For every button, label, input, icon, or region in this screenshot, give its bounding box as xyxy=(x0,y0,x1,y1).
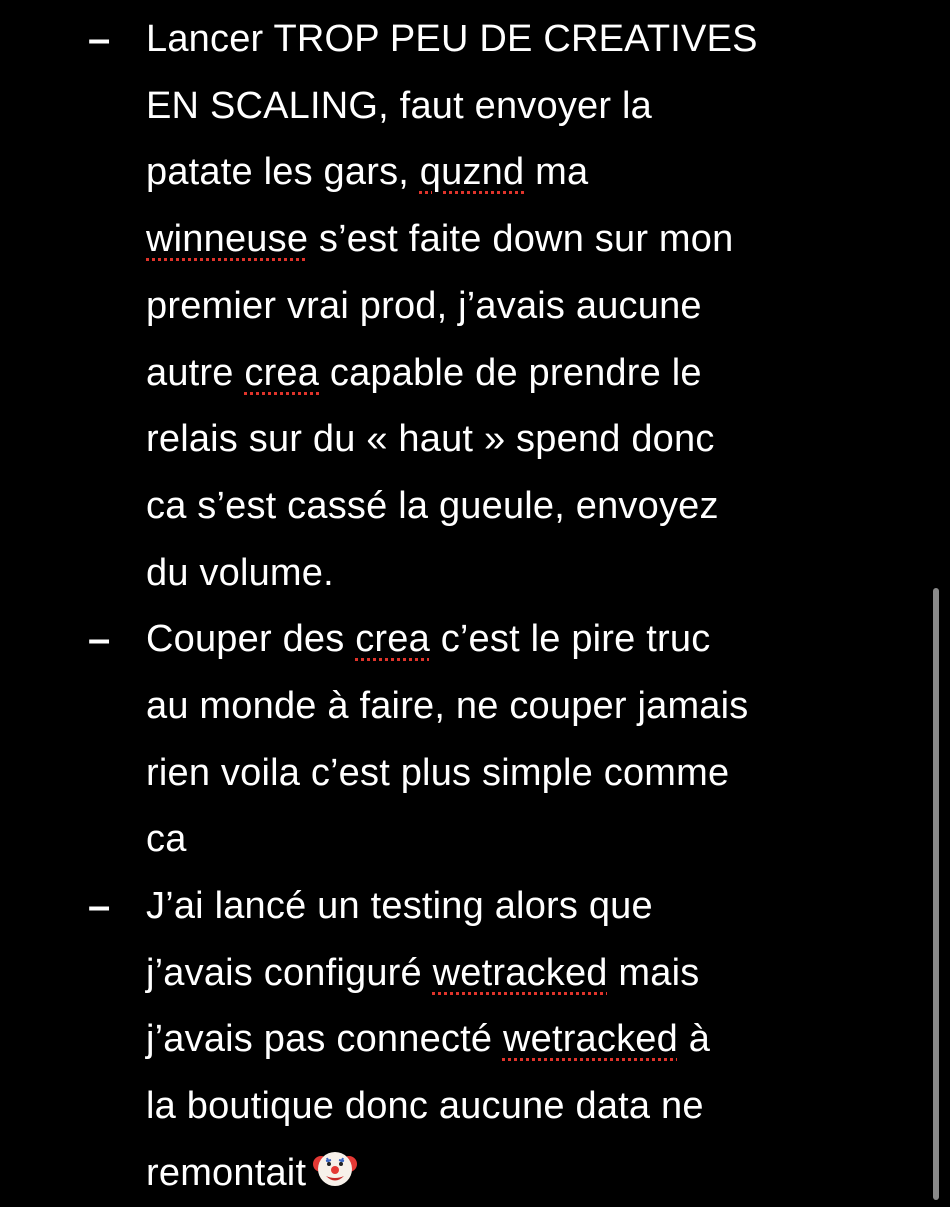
text-line xyxy=(146,673,748,740)
text-line xyxy=(146,1006,710,1073)
vertical-scrollbar[interactable] xyxy=(933,588,939,1200)
text-segment: s’est faite down sur mon xyxy=(308,218,734,261)
text-segment: remontait xyxy=(146,1151,307,1194)
bullet-item xyxy=(0,6,950,606)
misspelled-word: crea xyxy=(244,351,320,394)
misspelled-word: winneuse xyxy=(146,218,309,261)
text-segment: ma xyxy=(524,151,589,194)
text-line xyxy=(146,806,187,873)
text-line xyxy=(146,206,733,273)
text-segment: j’avais configuré xyxy=(146,951,433,994)
bullet-item xyxy=(0,873,950,1207)
text-line xyxy=(146,273,702,340)
text-line xyxy=(146,473,719,540)
text-line xyxy=(146,6,758,73)
text-line xyxy=(146,540,334,607)
text-segment: autre xyxy=(146,351,245,394)
text-line xyxy=(146,1073,704,1140)
clown-face-icon xyxy=(312,1145,358,1191)
text-segment: EN SCALING, faut envoyer la xyxy=(146,84,652,127)
text-line xyxy=(146,139,588,206)
text-segment: premier vrai prod, j’avais aucune xyxy=(146,284,702,327)
bullet-dash: – xyxy=(88,17,111,61)
text-segment: à xyxy=(677,1018,711,1061)
text-segment: la boutique donc aucune data ne xyxy=(146,1085,704,1128)
text-line xyxy=(146,1140,358,1207)
text-segment: ca s’est cassé la gueule, envoyez xyxy=(146,484,719,527)
text-segment: c’est le pire truc xyxy=(429,618,711,661)
bullet-item xyxy=(0,606,950,873)
misspelled-word: crea xyxy=(355,618,430,661)
text-segment: capable de prendre le xyxy=(319,351,702,394)
text-segment: j’avais pas connecté xyxy=(146,1018,503,1061)
text-line xyxy=(146,873,653,940)
text-line xyxy=(146,73,652,140)
text-line xyxy=(146,740,729,807)
text-segment: J’ai lancé un testing alors que xyxy=(146,885,653,928)
misspelled-word: wetracked xyxy=(432,951,608,994)
misspelled-word: quznd xyxy=(419,151,525,194)
text-segment: relais sur du « haut » spend donc xyxy=(146,418,715,461)
text-segment: patate les gars, xyxy=(146,151,420,194)
text-segment: rien voila c’est plus simple comme xyxy=(146,751,730,794)
text-segment: ca xyxy=(146,818,187,861)
text-segment: au monde à faire, ne couper jamais xyxy=(146,684,749,727)
text-line xyxy=(146,940,699,1007)
text-line xyxy=(146,606,710,673)
misspelled-word: wetracked xyxy=(502,1018,678,1061)
text-segment: du volume. xyxy=(146,551,334,594)
text-segment: Couper des xyxy=(146,618,356,661)
text-segment: Lancer TROP PEU DE CREATIVES xyxy=(146,18,758,60)
text-line xyxy=(146,340,702,407)
bullet-dash: – xyxy=(88,617,111,662)
bullet-dash: – xyxy=(88,884,111,929)
text-line xyxy=(146,406,715,473)
text-segment: mais xyxy=(607,951,700,994)
